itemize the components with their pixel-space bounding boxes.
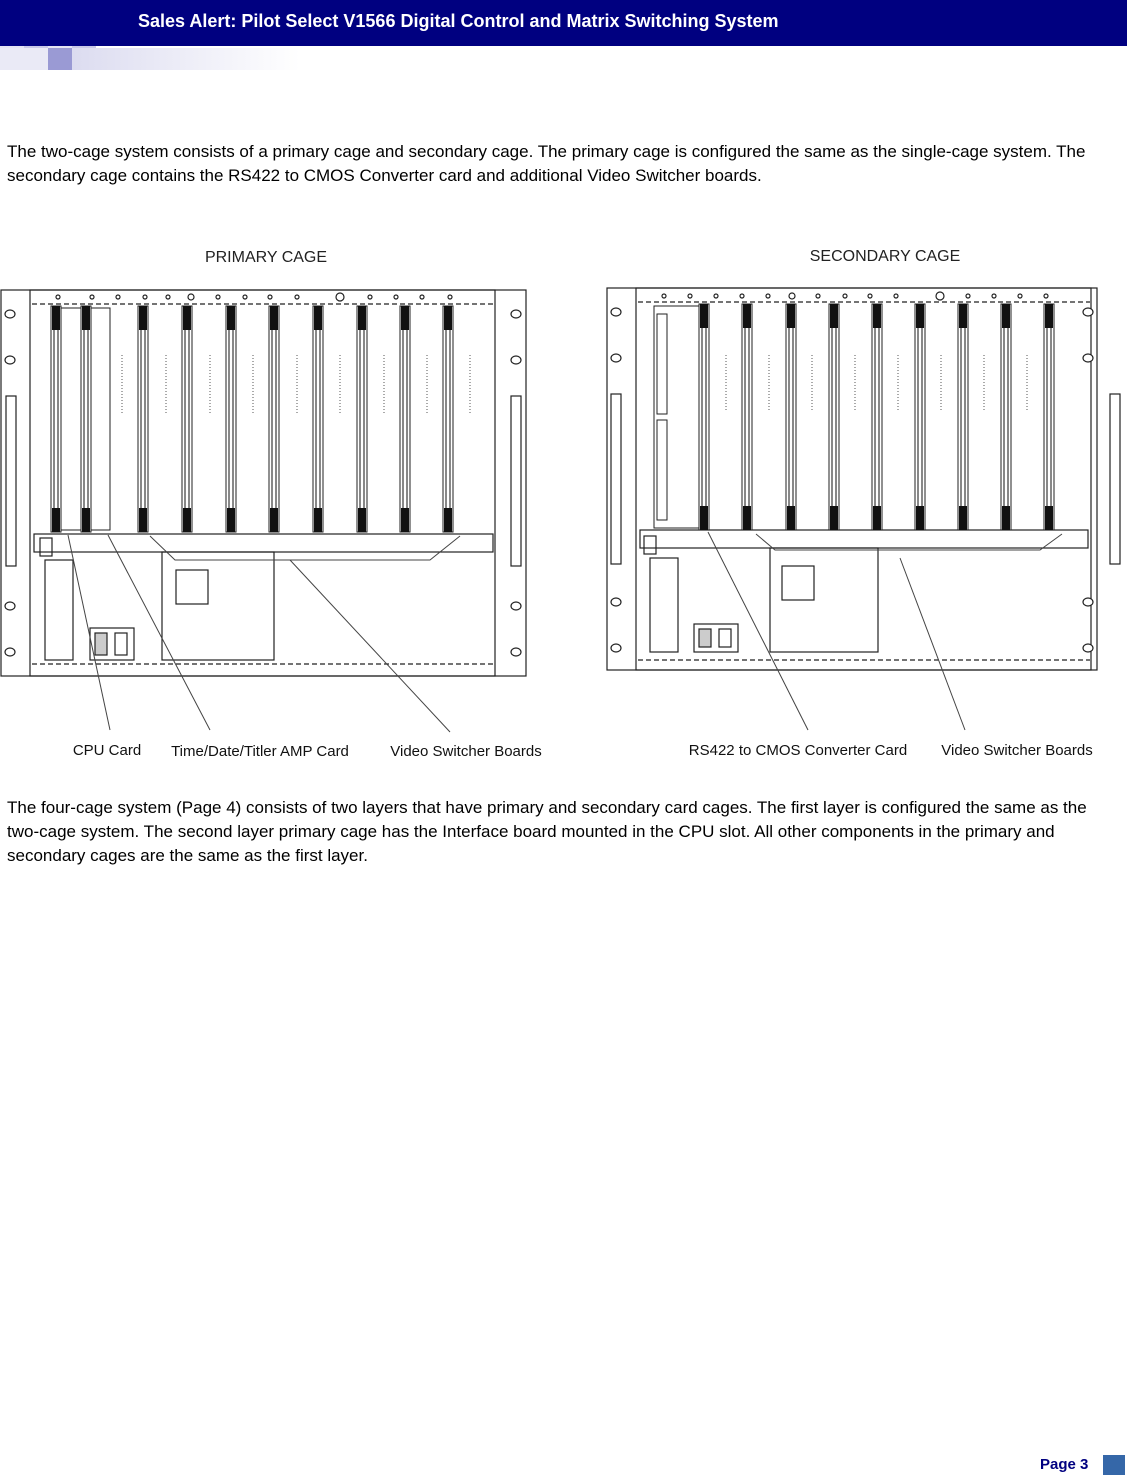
footer-marker <box>1103 1455 1125 1475</box>
cage-diagram <box>0 240 1127 770</box>
page-number: Page 3 <box>1040 1456 1089 1473</box>
primary-cage-title: PRIMARY CAGE <box>204 249 328 266</box>
page-title: Sales Alert: Pilot Select V1566 Digital Control and Matrix Switching System <box>138 11 779 31</box>
label-titler-card: Time/Date/Titler AMP Card <box>171 743 349 760</box>
paragraph-four-cage: The four-cage system (Page 4) consists of two layers that have primary and secondary card cages. The first layer is configured the same as the two-cage system. The second layer primary cage has the Interface board mounted in the CPU slot. All other components in the primary and secondary cages are the same as the first layer. <box>7 798 1087 865</box>
label-video-boards-secondary: Video Switcher Boards <box>941 742 1093 759</box>
label-cpu-card: CPU Card <box>72 742 142 759</box>
secondary-cage-title: SECONDARY CAGE <box>809 248 961 265</box>
label-video-boards-primary: Video Switcher Boards <box>390 743 542 760</box>
paragraph-two-cage: The two-cage system consists of a primary cage and secondary cage. The primary cage is configured the same as the single-cage system. The secondary cage contains the RS422 to CMOS Converter card and additional Video Switcher boards. <box>7 142 1086 185</box>
label-converter-card: RS422 to CMOS Converter Card <box>688 742 908 759</box>
